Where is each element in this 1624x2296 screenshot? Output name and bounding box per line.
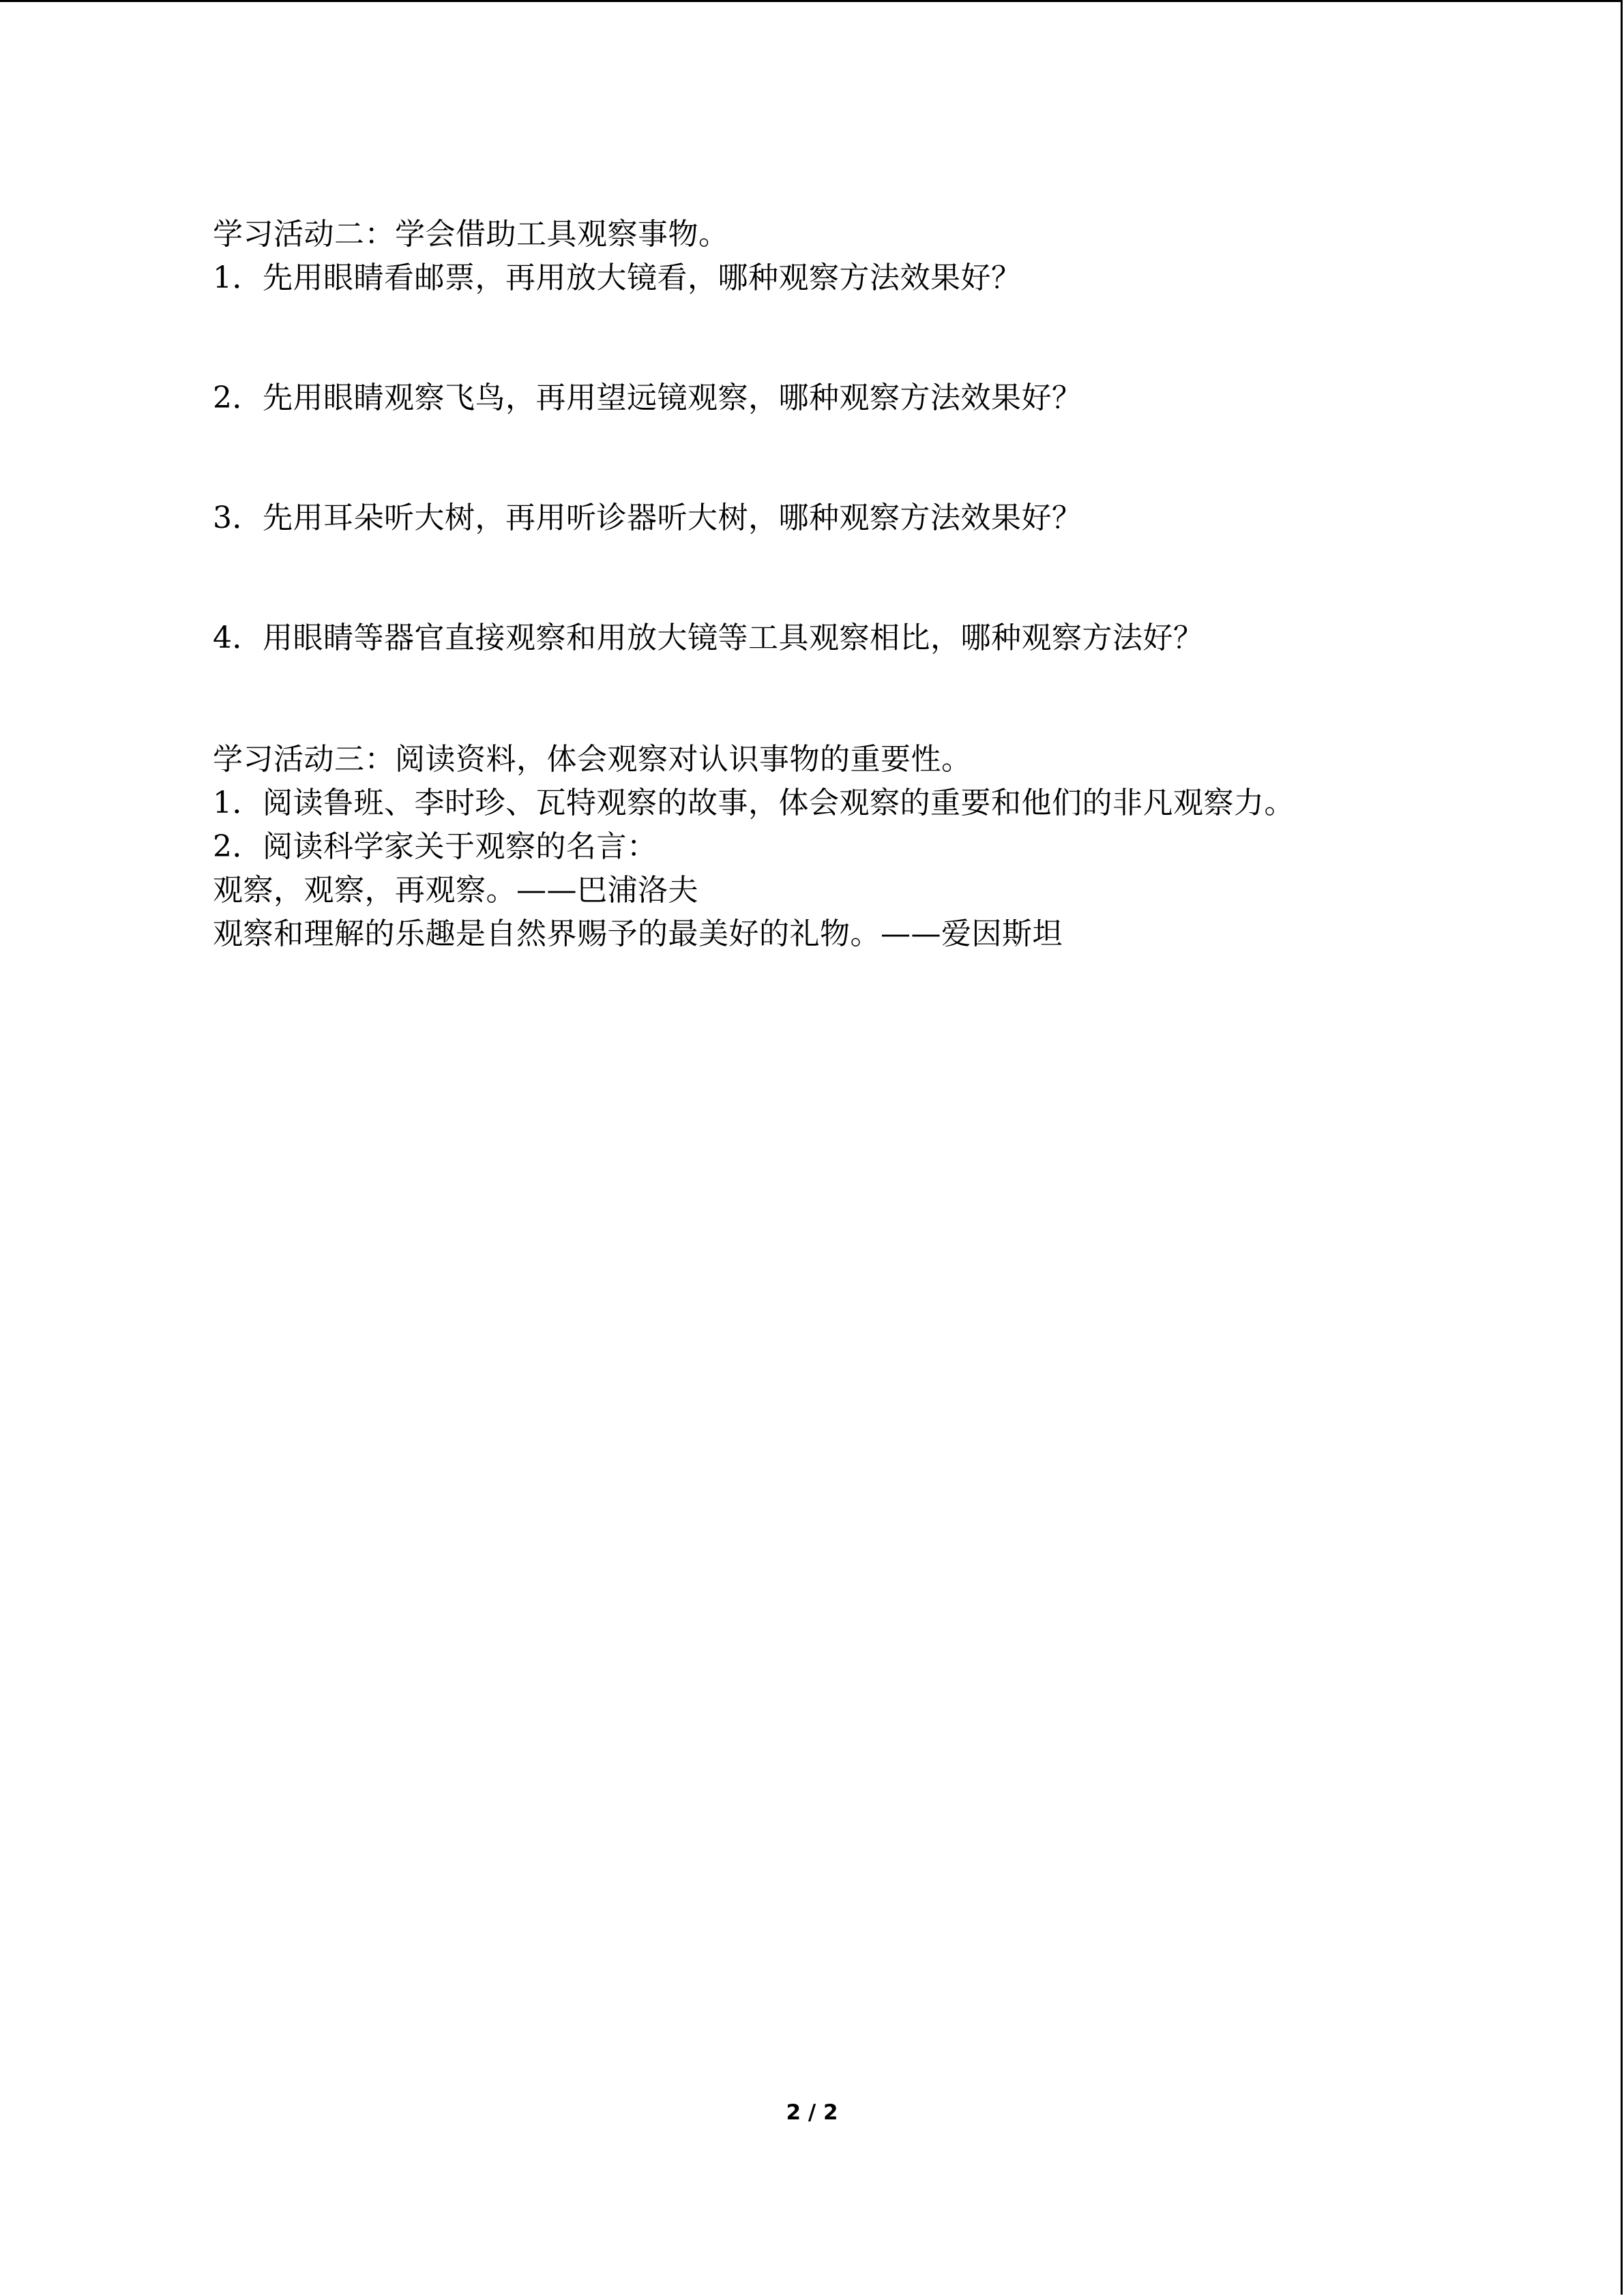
activity-two-item-3: 3．先用耳朵听大树，再用听诊器听大树，哪种观察方法效果好？ bbox=[213, 501, 1082, 535]
activity-two-heading: 学习活动二：学会借助工具观察事物。 bbox=[213, 217, 729, 252]
activity-three-item-2: 2．阅读科学家关于观察的名言： bbox=[213, 829, 658, 864]
activity-two-item-2: 2．先用眼睛观察飞鸟，再用望远镜观察，哪种观察方法效果好？ bbox=[213, 381, 1082, 415]
page-number: 2 / 2 bbox=[786, 2100, 838, 2125]
activity-two-item-1: 1．先用眼睛看邮票，再用放大镜看，哪种观察方法效果好？ bbox=[213, 260, 1022, 295]
activity-three-heading: 学习活动三：阅读资料，体会观察对认识事物的重要性。 bbox=[213, 742, 972, 777]
activity-two-item-4: 4．用眼睛等器官直接观察和用放大镜等工具观察相比，哪种观察方法好？ bbox=[213, 621, 1204, 655]
activity-two-section bbox=[213, 213, 1509, 660]
quote-einstein: 观察和理解的乐趣是自然界赐予的最美好的礼物。——爱因斯坦 bbox=[213, 916, 1063, 951]
activity-three-section bbox=[213, 738, 1509, 956]
quote-pavlov: 观察，观察，再观察。——巴浦洛夫 bbox=[213, 873, 698, 908]
document-body bbox=[213, 213, 1509, 956]
activity-three-item-1: 1．阅读鲁班、李时珍、瓦特观察的故事，体会观察的重要和他们的非凡观察力。 bbox=[213, 786, 1295, 820]
